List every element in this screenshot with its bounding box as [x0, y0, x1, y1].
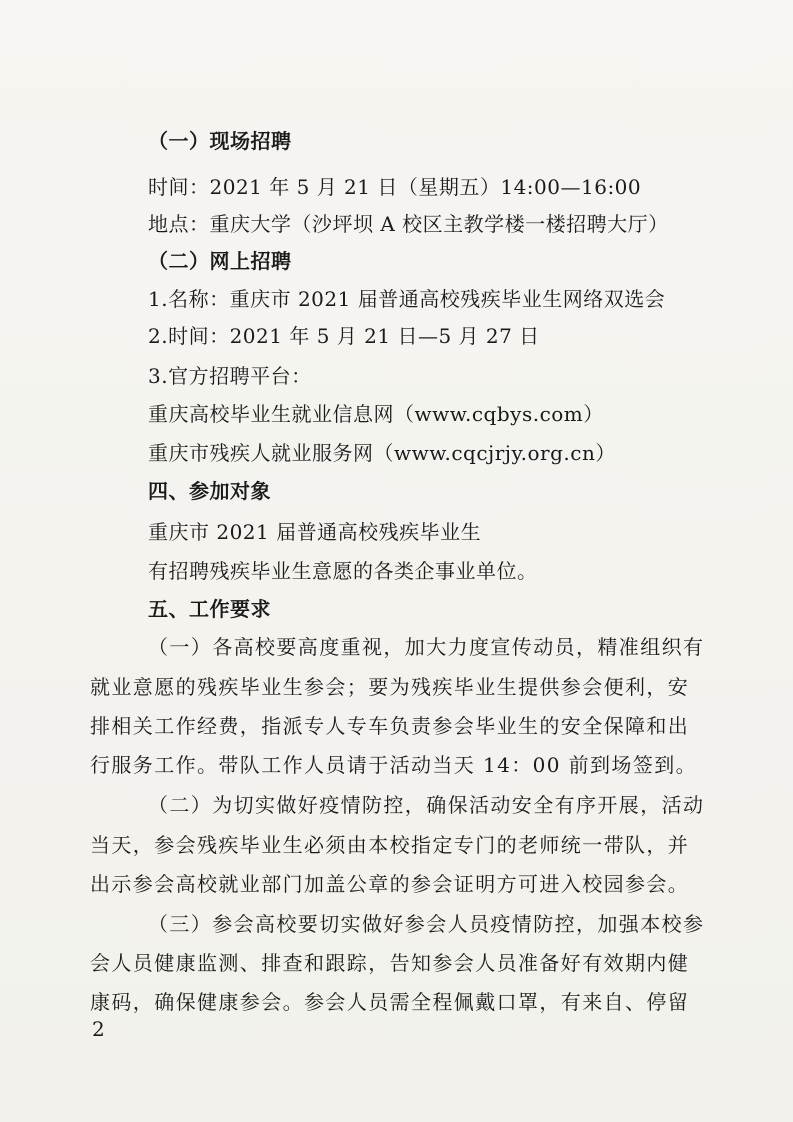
- page-number: 2: [92, 1017, 105, 1041]
- requirement-3-line-1: （三）参会高校要切实做好参会人员疫情防控，加强本校参: [148, 912, 705, 936]
- onsite-location: 地点：重庆大学（沙坪坝 A 校区主教学楼一楼招聘大厅）: [148, 212, 669, 236]
- section-heading-participants: 四、参加对象: [148, 479, 271, 503]
- requirement-2-line-1: （二）为切实做好疫情防控，确保活动安全有序开展，活动: [148, 793, 705, 817]
- requirement-2-line-2: 当天，参会残疾毕业生必须由本校指定专门的老师统一带队，并: [90, 833, 690, 857]
- requirement-1-line-3: 排相关工作经费，指派专人专车负责参会毕业生的安全保障和出: [90, 714, 690, 738]
- online-time: 2.时间：2021 年 5 月 21 日—5 月 27 日: [148, 324, 540, 348]
- online-name: 1.名称：重庆市 2021 届普通高校残疾毕业生网络双选会: [148, 287, 666, 311]
- online-platform-label: 3.官方招聘平台：: [148, 364, 312, 388]
- onsite-time: 时间：2021 年 5 月 21 日（星期五）14:00—16:00: [148, 175, 642, 199]
- requirement-1-line-1: （一）各高校要高度重视，加大力度宣传动员，精准组织有: [148, 635, 705, 659]
- platform-cqcjrjy: 重庆市残疾人就业服务网（www.cqcjrjy.org.cn）: [148, 441, 616, 465]
- participants-employers: 有招聘残疾毕业生意愿的各类企事业单位。: [148, 559, 538, 583]
- platform-cqbys: 重庆高校毕业生就业信息网（www.cqbys.com）: [148, 402, 604, 426]
- participants-graduates: 重庆市 2021 届普通高校残疾毕业生: [148, 520, 482, 544]
- requirement-1-line-2: 就业意愿的残疾毕业生参会；要为残疾毕业生提供参会便利，安: [90, 675, 690, 699]
- requirement-1-line-4: 行服务工作。带队工作人员请于活动当天 14：00 前到场签到。: [90, 753, 698, 777]
- section-heading-work-requirements: 五、工作要求: [148, 597, 271, 621]
- requirement-3-line-2: 会人员健康监测、排查和跟踪，告知参会人员准备好有效期内健: [90, 951, 690, 975]
- section-heading-onsite-recruitment: （一）现场招聘: [148, 129, 292, 153]
- requirement-3-line-3: 康码，确保健康参会。参会人员需全程佩戴口罩，有来自、停留: [90, 990, 690, 1014]
- section-heading-online-recruitment: （二）网上招聘: [148, 249, 292, 273]
- requirement-2-line-3: 出示参会高校就业部门加盖公章的参会证明方可进入校园参会。: [90, 872, 690, 896]
